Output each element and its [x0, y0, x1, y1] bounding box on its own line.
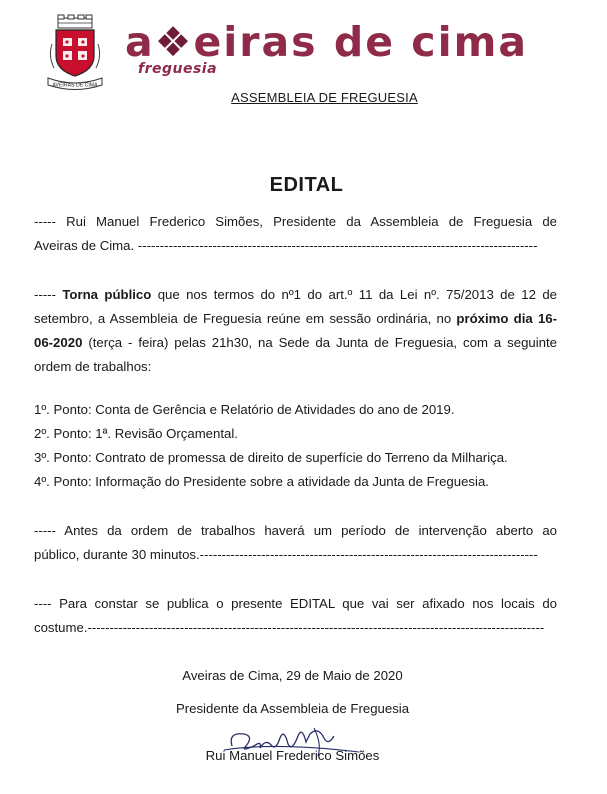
paragraph-line: Aveiras de Cima. -------------------------------------------------------------------------------------------: [34, 238, 538, 253]
document-title: EDITAL: [269, 174, 344, 196]
emphasis-meeting-date: próximo dia 16-06-2020: [34, 311, 558, 350]
brand-name: eiras de cima: [193, 18, 529, 66]
paragraph-line: costume.--------------------------------------------------------------------------------------------------------: [34, 620, 545, 635]
signatory-name: Rui Manuel Frederico Simões: [205, 748, 380, 763]
emphasis-torna-publico: Torna público: [62, 287, 152, 302]
brand-wordmark: [125, 18, 585, 66]
agenda-item: 4º. Ponto: Informação do Presidente sobre a atividade da Junta de Freguesia.: [34, 474, 489, 489]
agenda-item: 2º. Ponto: 1ª. Revisão Orçamental.: [34, 426, 238, 441]
mural-crown-icon: [58, 15, 92, 28]
paragraph-line: ---- Para constar se publica o presente EDITAL que vai ser afixado nos locais do: [34, 596, 557, 611]
paragraph-announcement: [34, 283, 557, 379]
svg-text:AVEIRAS DE CIMA: AVEIRAS DE CIMA: [52, 82, 98, 89]
announcement-text-continued: (terça - feira) pelas 21h30, na Sede da Junta de Freguesia, com a seguinte ordem de trabalhos:: [34, 335, 557, 374]
assembly-heading: ASSEMBLEIA DE FREGUESIA: [231, 90, 418, 105]
agenda-item: 1º. Ponto: Conta de Gerência e Relatório de Atividades do ano de 2019.: [34, 402, 455, 417]
signature-date: Aveiras de Cima, 29 de Maio de 2020: [182, 668, 403, 683]
agenda-item: 3º. Ponto: Contrato de promessa de direito de superfície do Terreno da Milhariça.: [34, 450, 508, 465]
paragraph-line: ----- Rui Manuel Frederico Simões, Presidente da Assembleia de Freguesia de: [34, 214, 557, 229]
paragraph-posting: [34, 592, 557, 640]
announcement-text: que nos termos do nº1 do art.º 11 da Lei nº. 75/2013 de 12 de setembro, a Assembleia de Freguesia reúne em sessão ordinária, no: [34, 287, 557, 326]
signature-role: Presidente da Assembleia de Freguesia: [175, 701, 410, 716]
paragraph-president: [34, 210, 557, 258]
agenda-list: [34, 398, 564, 494]
dash-lead: -----: [34, 287, 63, 302]
coat-of-arms: [44, 14, 106, 94]
paragraph-line: ----- Antes da ordem de trabalhos haverá um período de intervenção aberto ao: [34, 523, 557, 538]
brand-prefix: a: [125, 18, 155, 66]
paragraph-public-period: [34, 519, 557, 567]
paragraph-line: público, durante 30 minutos.-----------------------------------------------------------------------------: [34, 547, 538, 562]
grape-cluster-icon: ❖: [154, 18, 194, 66]
brand-subtitle: freguesia: [138, 61, 218, 77]
